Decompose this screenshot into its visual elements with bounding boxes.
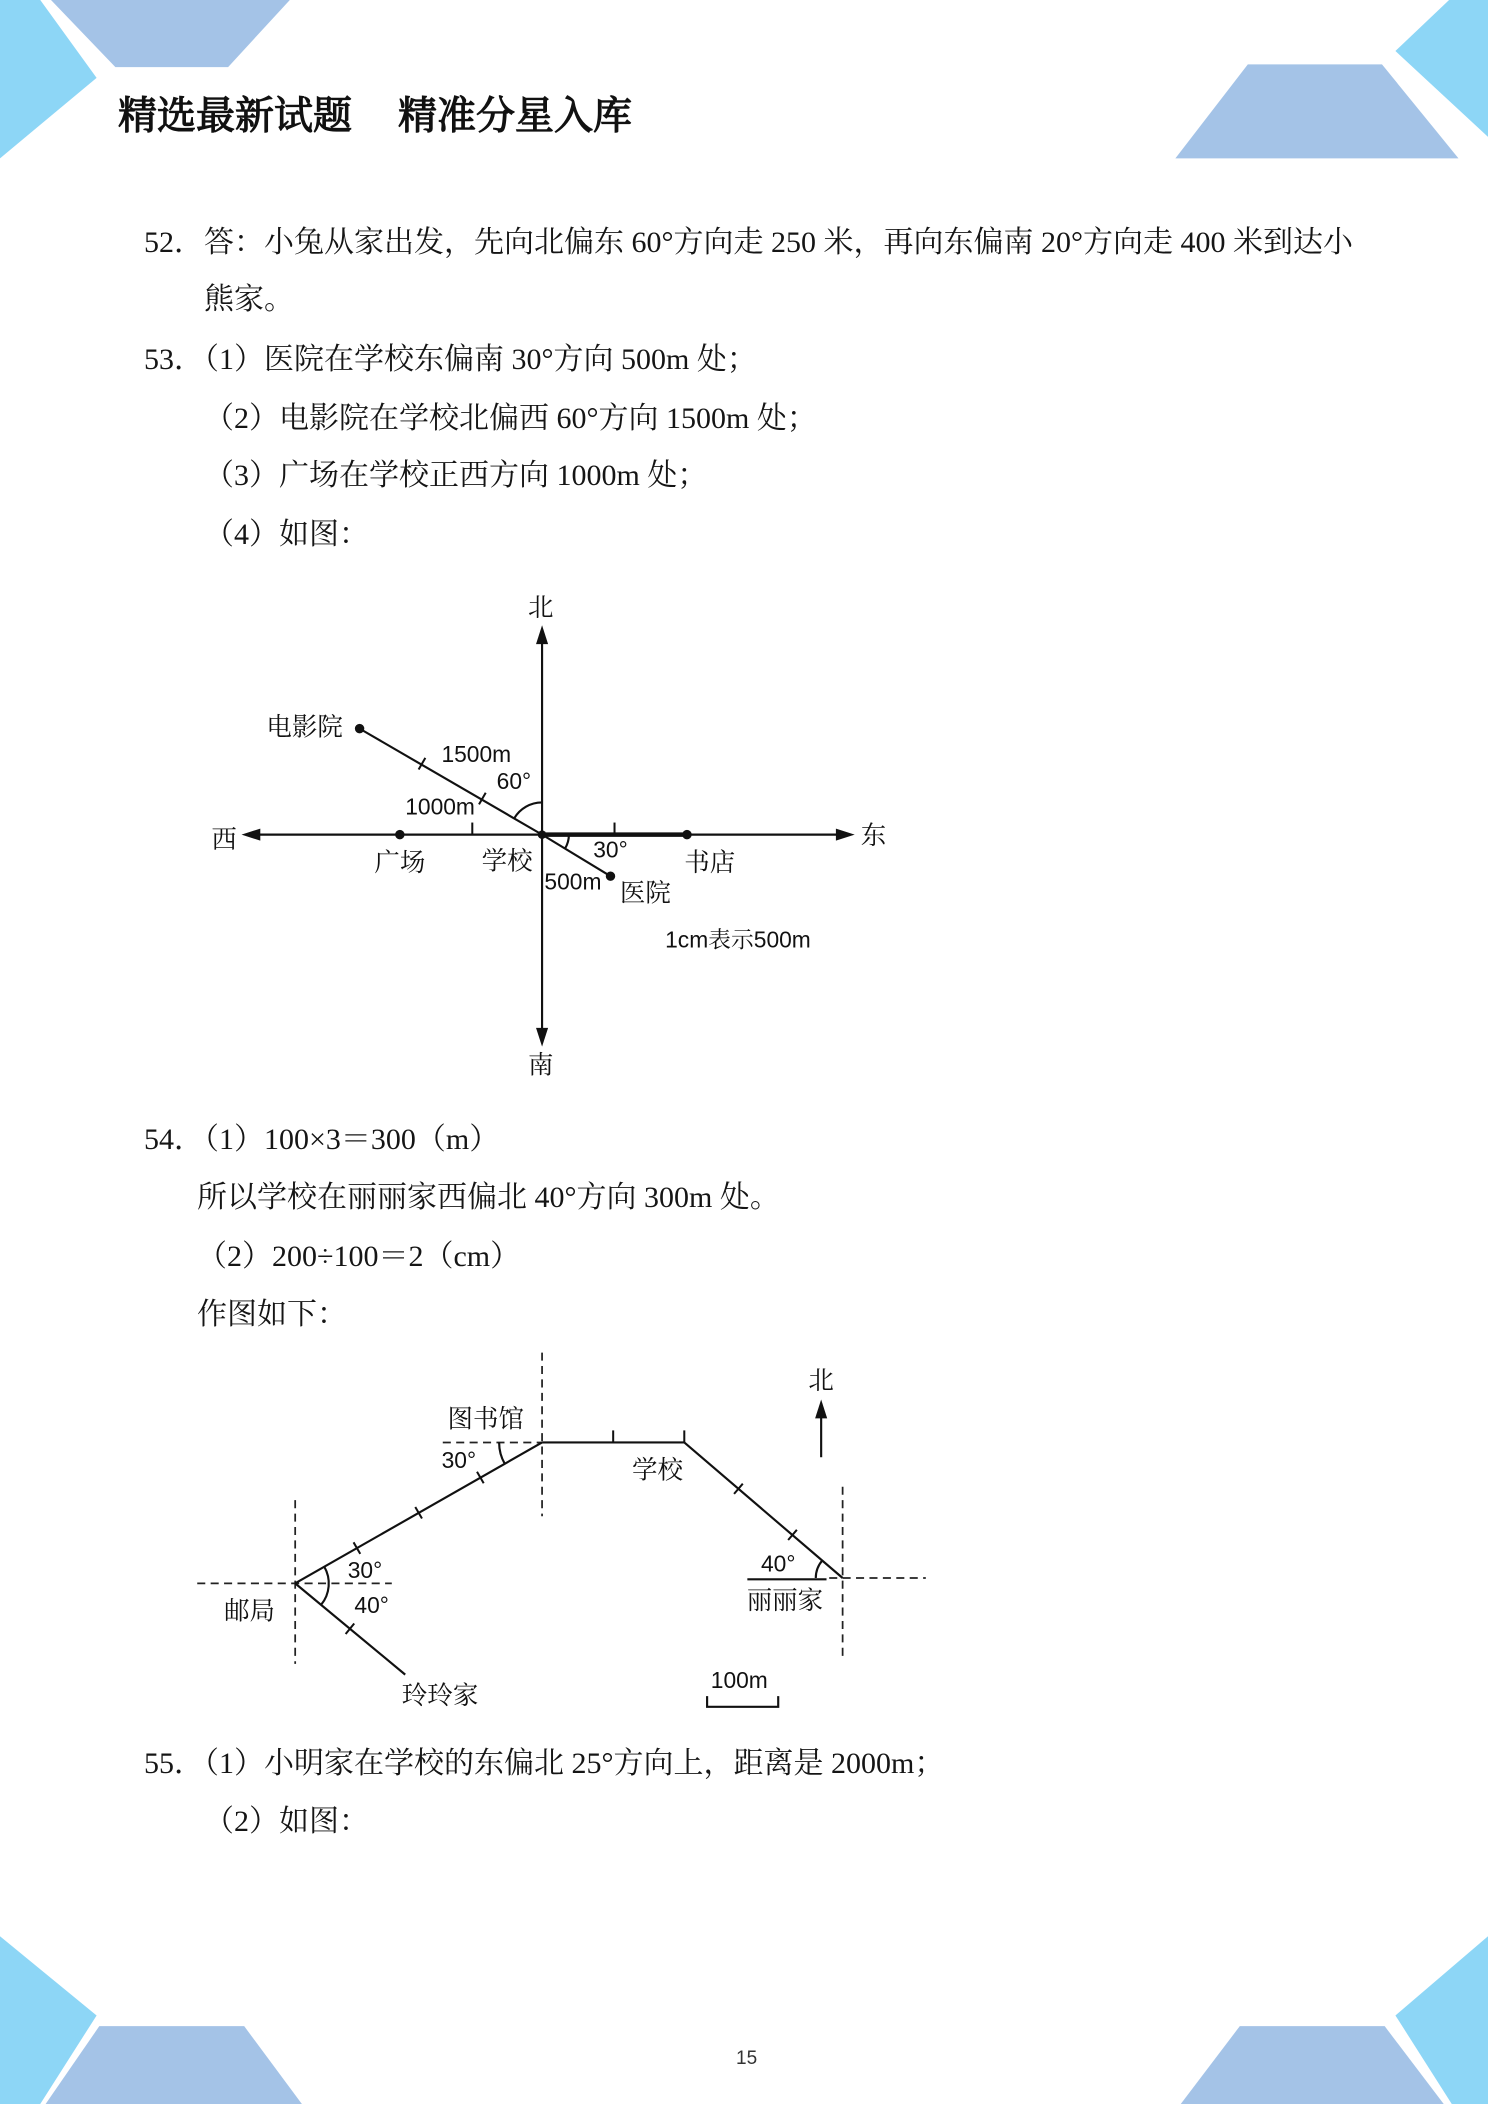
square-distance-label: 1000m (405, 793, 475, 820)
answer-text: （1）小明家在学校的东偏北 25°方向上，距离是 2000m； (204, 1747, 945, 1780)
answer-54-part-1 (144, 1120, 499, 1160)
school-label: 学校 (631, 1456, 683, 1485)
hospital-distance-label: 500m (544, 868, 602, 895)
answer-text: （1）100×3＝300（m） (204, 1123, 500, 1156)
bottom-right-blue-trapezoid (1181, 2026, 1444, 2104)
map-scale-label: 1cm表示500m (665, 926, 811, 953)
answer-52-line-1 (144, 223, 1353, 263)
bottom-left-blue-trapezoid (46, 2026, 302, 2104)
west-arrowhead (242, 829, 261, 841)
post-office-angle-down-label: 40° (354, 1591, 389, 1618)
square-label: 广场 (374, 848, 426, 877)
hospital-label: 医院 (619, 879, 671, 908)
lili-home-label: 丽丽家 (746, 1586, 824, 1615)
south-label: 南 (527, 1051, 554, 1080)
cinema-distance-label: 1500m (441, 741, 512, 768)
answer-53-part-3: （3）广场在学校正西方向 1000m 处； (204, 459, 708, 492)
north-arrow-label: 北 (808, 1366, 834, 1395)
answer-52-line-2: 熊家。 (204, 283, 294, 316)
route-scale-tick (354, 1542, 361, 1554)
answer-53-part-2: （2）电影院在学校北偏西 60°方向 1500m 处； (204, 402, 817, 435)
post-office-label: 邮局 (224, 1597, 276, 1626)
west-label: 西 (211, 826, 237, 855)
school-label: 学校 (481, 847, 533, 876)
cinema-point (355, 724, 364, 733)
question-number: 52． (144, 226, 204, 259)
lili-home-angle-label: 40° (760, 1550, 796, 1577)
post-office-angle-arc (321, 1567, 329, 1605)
top-left-blue-trapezoid (51, 0, 290, 67)
lili-home-angle-arc (816, 1561, 822, 1578)
cinema-angle-label: 60° (496, 767, 532, 795)
header-title-left: 精选最新试题 (118, 95, 353, 138)
answer-54-conclusion: 所以学校在丽丽家西偏北 40°方向 300m 处。 (197, 1181, 780, 1214)
question-number: 55． (144, 1747, 204, 1780)
question-number: 53． (144, 343, 204, 376)
south-arrowhead (536, 1028, 548, 1047)
answer-55-part-1 (144, 1744, 944, 1784)
north-arrow-head (815, 1400, 827, 1419)
figure-1-direction-map (211, 594, 886, 1080)
header-title-right: 精准分星入库 (398, 95, 633, 138)
bookstore-label: 书店 (684, 848, 736, 877)
answer-54-drawing-note: 作图如下： (197, 1298, 347, 1331)
answer-53-part-4: （4）如图： (204, 518, 369, 551)
north-arrowhead (536, 625, 548, 644)
answer-text: （1）医院在学校东偏南 30°方向 500m 处； (204, 343, 757, 376)
square-point (395, 830, 404, 839)
question-number: 54． (144, 1123, 204, 1156)
east-arrowhead (836, 829, 855, 841)
top-right-blue-trapezoid (1175, 64, 1458, 158)
cinema-label: 电影院 (266, 713, 343, 742)
lingling-home-label: 玲玲家 (401, 1682, 479, 1711)
answer-54-part-2: （2）200÷100＝2（cm） (197, 1240, 521, 1273)
library-label: 图书馆 (447, 1405, 524, 1434)
answer-55-part-2: （2）如图： (204, 1805, 369, 1838)
answer-53-part-1 (144, 340, 757, 380)
cinema-angle-arc (514, 802, 542, 818)
answer-text: 答：小兔从家出发，先向北偏东 60°方向走 250 米，再向东偏南 20°方向走 400 米到达小 (204, 226, 1353, 259)
page-number: 15 (736, 2048, 758, 2069)
figure-2-route-map (197, 1353, 926, 1711)
scale-bar-label: 100m (710, 1667, 768, 1694)
north-label: 北 (527, 593, 554, 622)
hospital-point (606, 872, 615, 881)
library-angle-arc (499, 1442, 505, 1463)
post-office-angle-up-label: 30° (347, 1556, 383, 1584)
east-label: 东 (860, 822, 887, 851)
library-angle-label: 30° (441, 1446, 477, 1473)
bookstore-point (682, 830, 691, 839)
hospital-angle-label: 30° (593, 836, 628, 863)
scale-bar (707, 1696, 778, 1707)
